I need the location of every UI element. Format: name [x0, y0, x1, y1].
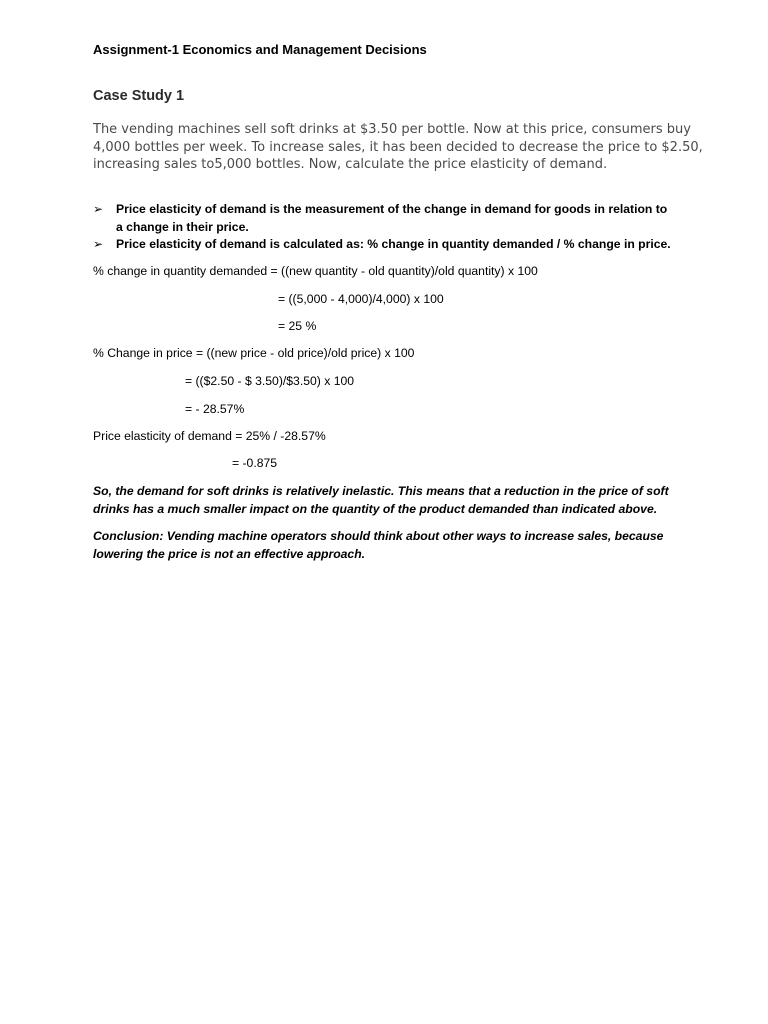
- quantity-change-step: = ((5,000 - 4,000)/4,000) x 100: [278, 292, 444, 306]
- definition-bullet-list: [93, 201, 683, 254]
- intro-line: increasing sales to5,000 bottles. Now, calculate the price elasticity of demand.: [93, 157, 608, 172]
- bullet-item: [93, 236, 683, 254]
- conclusion-line: Conclusion: Vending machine operators should think about other ways to increase sales, because: [93, 529, 664, 543]
- quantity-change-result: = 25 %: [278, 319, 317, 333]
- interpretation-paragraph: [93, 482, 683, 518]
- intro-line: The vending machines sell soft drinks at $3.50 per bottle. Now at this price, consumers buy: [93, 122, 691, 137]
- elasticity-formula: Price elasticity of demand = 25% / -28.57%: [93, 429, 326, 443]
- bullet-line: Price elasticity of demand is the measurement of the change in demand for goods in relation to: [116, 202, 668, 216]
- intro-line: 4,000 bottles per week. To increase sales, it has been decided to decrease the price to $2.50,: [93, 139, 703, 155]
- bullet-line: a change in their price.: [116, 219, 249, 234]
- conclusion-line: lowering the price is not an effective approach.: [93, 547, 366, 561]
- arrow-bullet-icon: ➢: [93, 202, 104, 216]
- case-study-heading: Case Study 1: [93, 88, 185, 104]
- conclusion-paragraph: [93, 527, 683, 563]
- interpretation-line: drinks has a much smaller impact on the quantity of the product demanded than indicated above.: [93, 502, 658, 516]
- quantity-change-formula: % change in quantity demanded = ((new quantity - old quantity)/old quantity) x 100: [93, 264, 538, 278]
- price-change-formula: % Change in price = ((new price - old price)/old price) x 100: [93, 346, 415, 360]
- price-change-step: = (($2.50 - $ 3.50)/$3.50) x 100: [185, 374, 355, 388]
- interpretation-line: So, the demand for soft drinks is relatively inelastic. This means that a reduction in the price of soft: [93, 484, 669, 498]
- case-intro-paragraph: [93, 121, 703, 174]
- bullet-line: Price elasticity of demand is calculated as: % change in quantity demanded / % change in price.: [116, 237, 671, 251]
- elasticity-result: = -0.875: [232, 456, 278, 470]
- document-title: Assignment-1 Economics and Management Decisions: [93, 42, 427, 57]
- price-change-result: = - 28.57%: [185, 402, 245, 416]
- bullet-item: [93, 201, 683, 236]
- arrow-bullet-icon: ➢: [93, 237, 104, 251]
